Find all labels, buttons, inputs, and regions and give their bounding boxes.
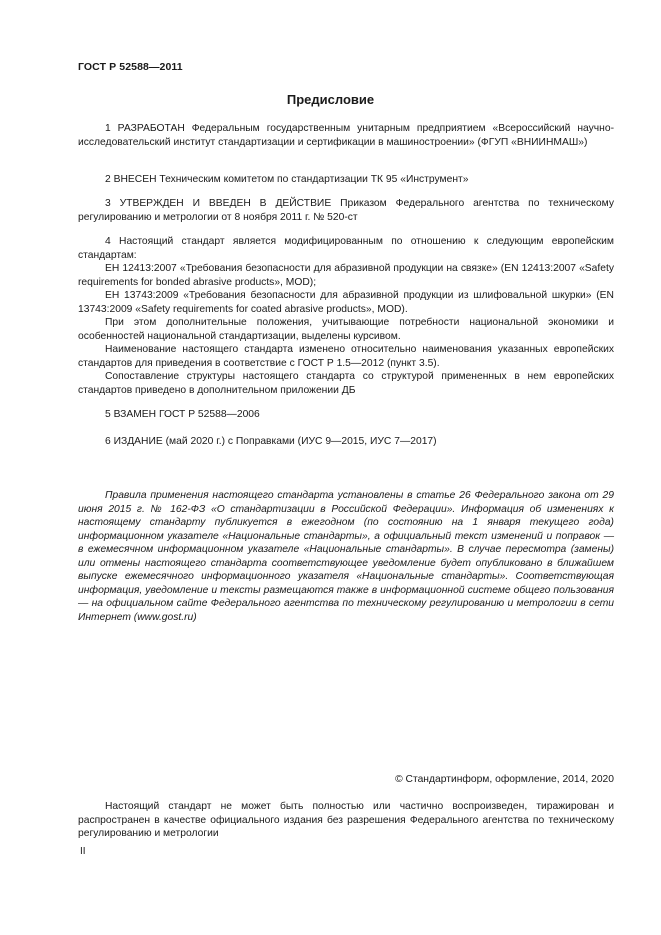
item-2-paragraph xyxy=(78,173,614,187)
item-5-paragraph xyxy=(78,408,614,422)
copyright: © Стандартинформ, оформление, 2014, 2020 xyxy=(395,774,614,785)
item-4-additional: При этом дополнительные положения, учитывающие потребности национальной экономики и особенностей национальной стандартизации, выделены курсивом. xyxy=(78,317,614,342)
item-4-block xyxy=(78,235,614,397)
item-4-name-change: Наименование настоящего стандарта изменено относительно наименования указанных европейских стандартов для приведения в соответствие с ГОСТ Р 1.5—2012 (пункт 3.5). xyxy=(78,344,614,369)
item-6-text: 6 ИЗДАНИЕ (май 2020 г.) с Поправками (ИУС 9—2015, ИУС 7—2017) xyxy=(105,436,437,447)
document-code: ГОСТ Р 52588—2011 xyxy=(78,61,183,73)
item-4-en12413: ЕН 12413:2007 «Требования безопасности для абразивной продукции на связке» (EN 12413:2007 «Safety requirements for bonded abrasive products», MOD); xyxy=(78,263,614,288)
item-1-paragraph xyxy=(78,122,614,149)
item-4-en13743: ЕН 13743:2009 «Требования безопасности для абразивной продукции из шлифовальной шкурки» (EN 13743:2009 «Safety requirements for coated abrasive products», MOD). xyxy=(78,290,614,315)
item-3-text: 3 УТВЕРЖДЕН И ВВЕДЕН В ДЕЙСТВИЕ Приказом Федерального агентства по техническому регулированию и метрологии от 8 ноября 2011 г. № 520-ст xyxy=(78,198,614,223)
item-5-text: 5 ВЗАМЕН ГОСТ Р 52588—2006 xyxy=(105,409,260,420)
item-1-text: 1 РАЗРАБОТАН Федеральным государственным унитарным предприятием «Всероссийский научно-исследовательский институт стандартизации и сертификации в машиностроении» (ФГУП «ВНИИНМАШ») xyxy=(78,123,614,148)
page-number: II xyxy=(80,846,86,857)
item-2-text: 2 ВНЕСЕН Техническим комитетом по стандартизации ТК 95 «Инструмент» xyxy=(105,174,469,185)
rules-notice xyxy=(78,489,614,624)
page-title: Предисловие xyxy=(286,92,375,107)
item-4-structure: Сопоставление структуры настоящего стандарта со структурой примененных в нем европейских стандартов приведено в дополнительном приложении ДБ xyxy=(78,371,614,396)
reproduction-notice-text: Настоящий стандарт не может быть полностью или частично воспроизведен, тиражирован и распространен в качестве официального издания без разрешения Федерального агентства по техническому регулированию и метрологии xyxy=(78,801,614,839)
item-3-paragraph xyxy=(78,197,614,224)
reproduction-notice xyxy=(78,800,614,841)
item-6-paragraph xyxy=(78,435,614,449)
item-4-intro: 4 Настоящий стандарт является модифицированным по отношению к следующим европейским стандартам: xyxy=(78,236,614,261)
rules-notice-text: Правила применения настоящего стандарта установлены в статье 26 Федерального закона от 29 июня 2015 г. № 162-ФЗ «О стандартизации в Российской Федерации». Информация об изменениях к настоящему стандарту публикуется в ежегодном (по состоянию на 1 января текущего года) информационном указателе «Национальные стандарты», а официальный текст изменений и поправок — в ежемесячном информационном указателе «Национальные стандарты». В случае пересмотра (замены) или отмены настоящего стандарта соответствующее уведомление будет опубликовано в ближайшем выпуске ежемесячного информационного указателя «Национальные стандарты». Соответствующая информация, уведомление и тексты размещаются также в информационной системе общего пользования — на официальном сайте Федерального агентства по техническому регулированию и метрологии в сети Интернет (www.gost.ru) xyxy=(78,490,614,623)
